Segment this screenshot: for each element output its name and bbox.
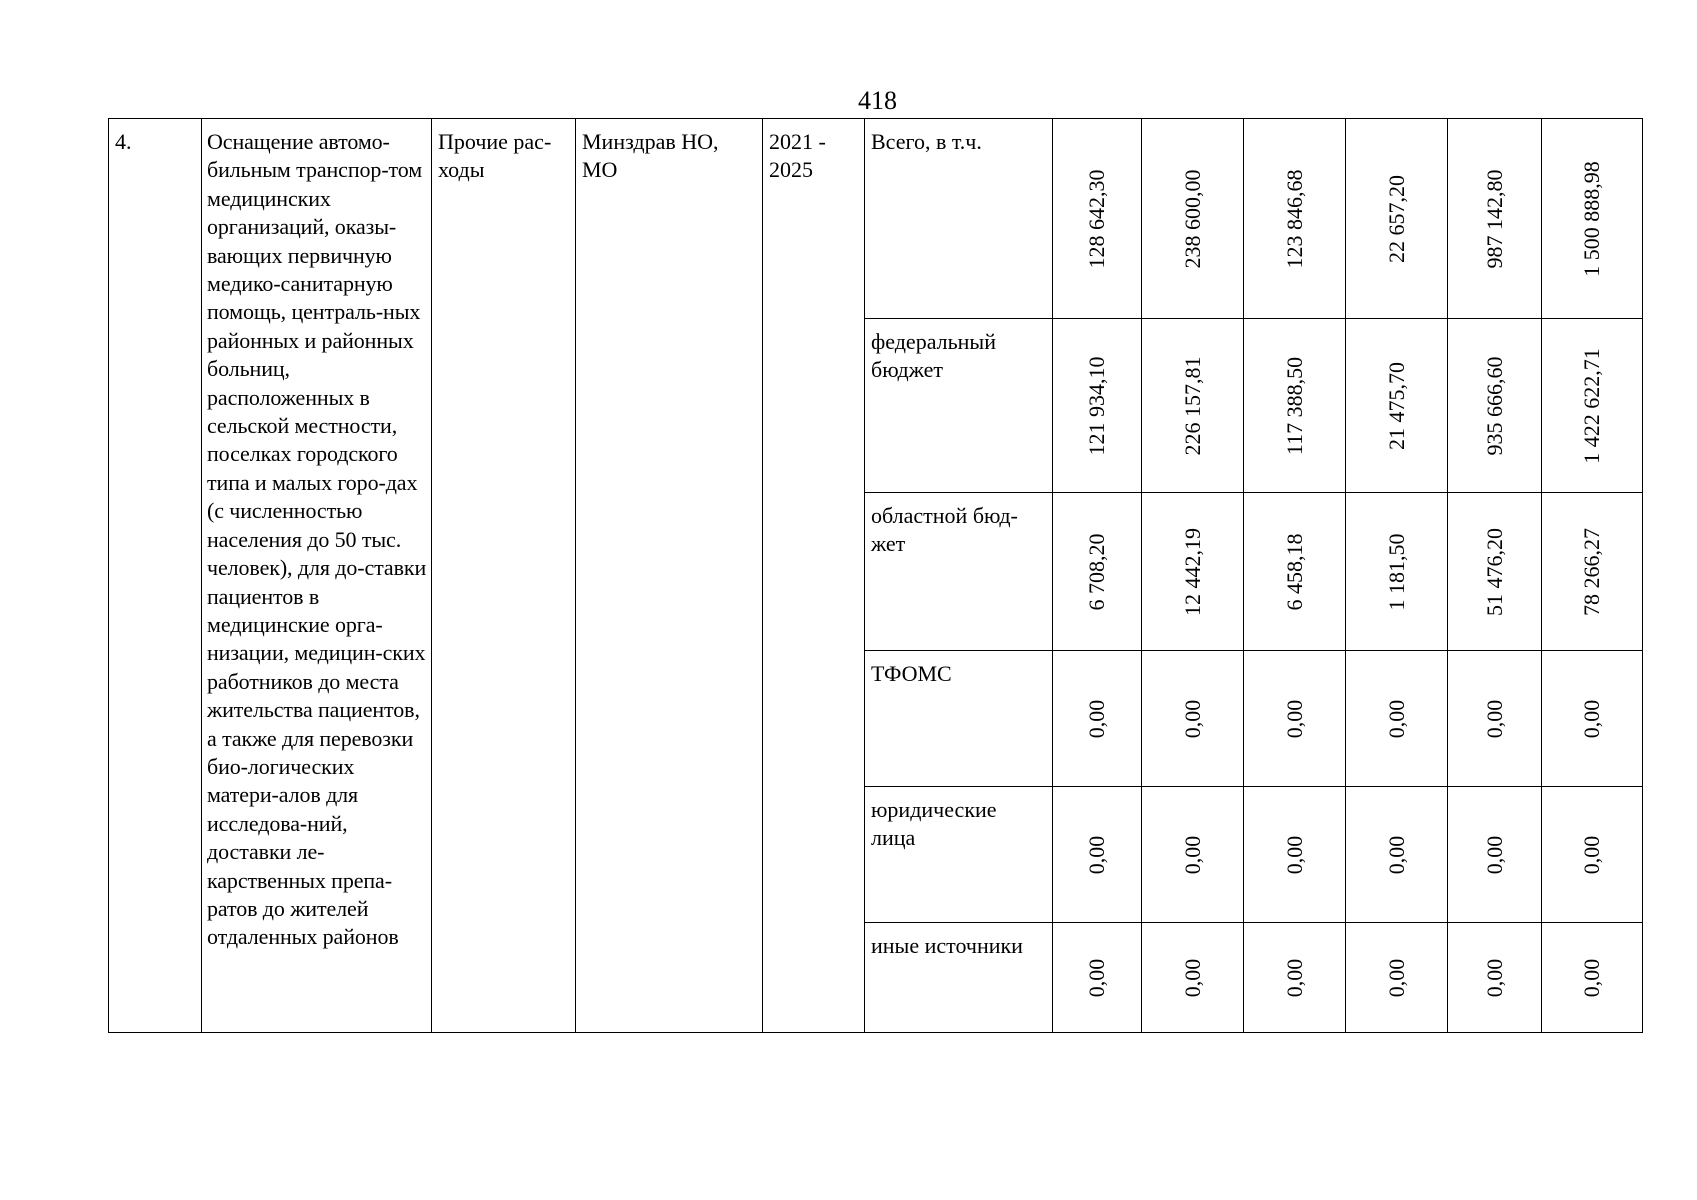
value: 21 475,70 bbox=[1383, 361, 1409, 450]
value-cell bbox=[1346, 651, 1448, 787]
period-cell bbox=[763, 119, 865, 1033]
value-cell bbox=[1244, 923, 1346, 1033]
period: 2021 - 2025 bbox=[769, 129, 826, 182]
value-cell bbox=[1542, 923, 1643, 1033]
value: 238 600,00 bbox=[1179, 169, 1205, 268]
expense-type: Прочие рас-ходы bbox=[438, 129, 552, 182]
expense-type-cell bbox=[432, 119, 576, 1033]
value: 0,00 bbox=[1281, 835, 1307, 874]
source-label-cell bbox=[865, 923, 1053, 1033]
source-label-cell bbox=[865, 787, 1053, 923]
executor-cell bbox=[576, 119, 763, 1033]
value: 0,00 bbox=[1179, 835, 1205, 874]
value: 117 388,50 bbox=[1281, 356, 1307, 455]
source-label: иные источники bbox=[871, 933, 1023, 958]
value: 987 142,80 bbox=[1481, 169, 1507, 268]
value: 1 422 622,71 bbox=[1579, 347, 1604, 464]
event-description: Оснащение автомо-бильным транспор-том медицинских организаций, оказы-вающих первичную медико-санитарную помощь, централь-ных районных и районных больниц, расположенных в сельской местности, поселках городского типа и малых горо-дах (с численностью населения до 50 тыс. человек), для до-ставки пациентов в медицинские орга-низации, медицин-ских работников до места жительства пациентов, а также для перевозки био-логических матери-алов для исследова-ний, доставки ле-карственных препа-ратов до жителей отдаленных районов bbox=[207, 129, 427, 950]
value: 0,00 bbox=[1084, 958, 1109, 997]
value-cell bbox=[1448, 319, 1542, 493]
source-label: областной бюд-жет bbox=[871, 503, 1018, 556]
value-cell bbox=[1542, 319, 1643, 493]
value: 226 157,81 bbox=[1179, 356, 1205, 455]
value: 0,00 bbox=[1579, 699, 1604, 738]
value-cell bbox=[1142, 787, 1244, 923]
value-cell bbox=[1448, 119, 1542, 319]
value-cell bbox=[1142, 493, 1244, 651]
value-cell bbox=[1448, 651, 1542, 787]
value-cell bbox=[1346, 923, 1448, 1033]
value-cell bbox=[1542, 787, 1643, 923]
value-cell bbox=[1053, 493, 1142, 651]
value: 0,00 bbox=[1481, 699, 1507, 738]
value: 128 642,30 bbox=[1084, 169, 1109, 268]
value: 51 476,20 bbox=[1481, 527, 1507, 616]
value-cell bbox=[1542, 493, 1643, 651]
value: 0,00 bbox=[1383, 699, 1409, 738]
value-cell bbox=[1142, 923, 1244, 1033]
value: 0,00 bbox=[1179, 699, 1205, 738]
value: 935 666,60 bbox=[1481, 356, 1507, 455]
value: 6 458,18 bbox=[1281, 533, 1307, 610]
source-label: федеральный бюджет bbox=[871, 329, 996, 382]
value-cell bbox=[1053, 119, 1142, 319]
value-cell bbox=[1053, 319, 1142, 493]
value-cell bbox=[1244, 119, 1346, 319]
value: 12 442,19 bbox=[1179, 527, 1205, 616]
description-cell bbox=[202, 119, 432, 1033]
value: 6 708,20 bbox=[1084, 533, 1109, 610]
value: 0,00 bbox=[1579, 958, 1604, 997]
source-label-cell bbox=[865, 493, 1053, 651]
source-label-cell bbox=[865, 651, 1053, 787]
executor: Минздрав НО, МО bbox=[582, 129, 719, 182]
value-cell bbox=[1346, 493, 1448, 651]
value-cell bbox=[1542, 651, 1643, 787]
value: 123 846,68 bbox=[1281, 169, 1307, 268]
value: 0,00 bbox=[1481, 835, 1507, 874]
row-index-cell bbox=[109, 119, 202, 1033]
value: 0,00 bbox=[1281, 699, 1307, 738]
row-index: 4. bbox=[115, 129, 132, 154]
value-cell bbox=[1142, 319, 1244, 493]
value: 1 181,50 bbox=[1383, 533, 1409, 610]
value: 0,00 bbox=[1084, 699, 1109, 738]
source-label: Всего, в т.ч. bbox=[871, 129, 982, 154]
value-cell bbox=[1142, 119, 1244, 319]
value: 22 657,20 bbox=[1383, 174, 1409, 263]
value: 1 500 888,98 bbox=[1579, 160, 1604, 277]
value-cell bbox=[1542, 119, 1643, 319]
value-cell bbox=[1244, 493, 1346, 651]
value: 0,00 bbox=[1281, 958, 1307, 997]
value-cell bbox=[1244, 319, 1346, 493]
value-cell bbox=[1448, 787, 1542, 923]
value-cell bbox=[1346, 787, 1448, 923]
value-cell bbox=[1053, 651, 1142, 787]
table-row bbox=[109, 119, 1643, 319]
value-cell bbox=[1053, 787, 1142, 923]
source-label-cell bbox=[865, 119, 1053, 319]
value: 0,00 bbox=[1579, 835, 1604, 874]
value: 121 934,10 bbox=[1084, 356, 1109, 455]
value-cell bbox=[1448, 493, 1542, 651]
value-cell bbox=[1448, 923, 1542, 1033]
value-cell bbox=[1244, 651, 1346, 787]
value: 0,00 bbox=[1383, 835, 1409, 874]
value-cell bbox=[1053, 923, 1142, 1033]
page-number: 418 bbox=[858, 86, 897, 115]
value: 0,00 bbox=[1179, 958, 1205, 997]
value: 0,00 bbox=[1084, 835, 1109, 874]
source-label-cell bbox=[865, 319, 1053, 493]
value: 78 266,27 bbox=[1579, 527, 1604, 616]
value: 0,00 bbox=[1481, 958, 1507, 997]
value: 0,00 bbox=[1383, 958, 1409, 997]
source-label: ТФОМС bbox=[871, 661, 952, 686]
source-label: юридические лица bbox=[871, 797, 997, 850]
value-cell bbox=[1346, 119, 1448, 319]
budget-table bbox=[108, 118, 1643, 1033]
value-cell bbox=[1244, 787, 1346, 923]
value-cell bbox=[1346, 319, 1448, 493]
value-cell bbox=[1142, 651, 1244, 787]
